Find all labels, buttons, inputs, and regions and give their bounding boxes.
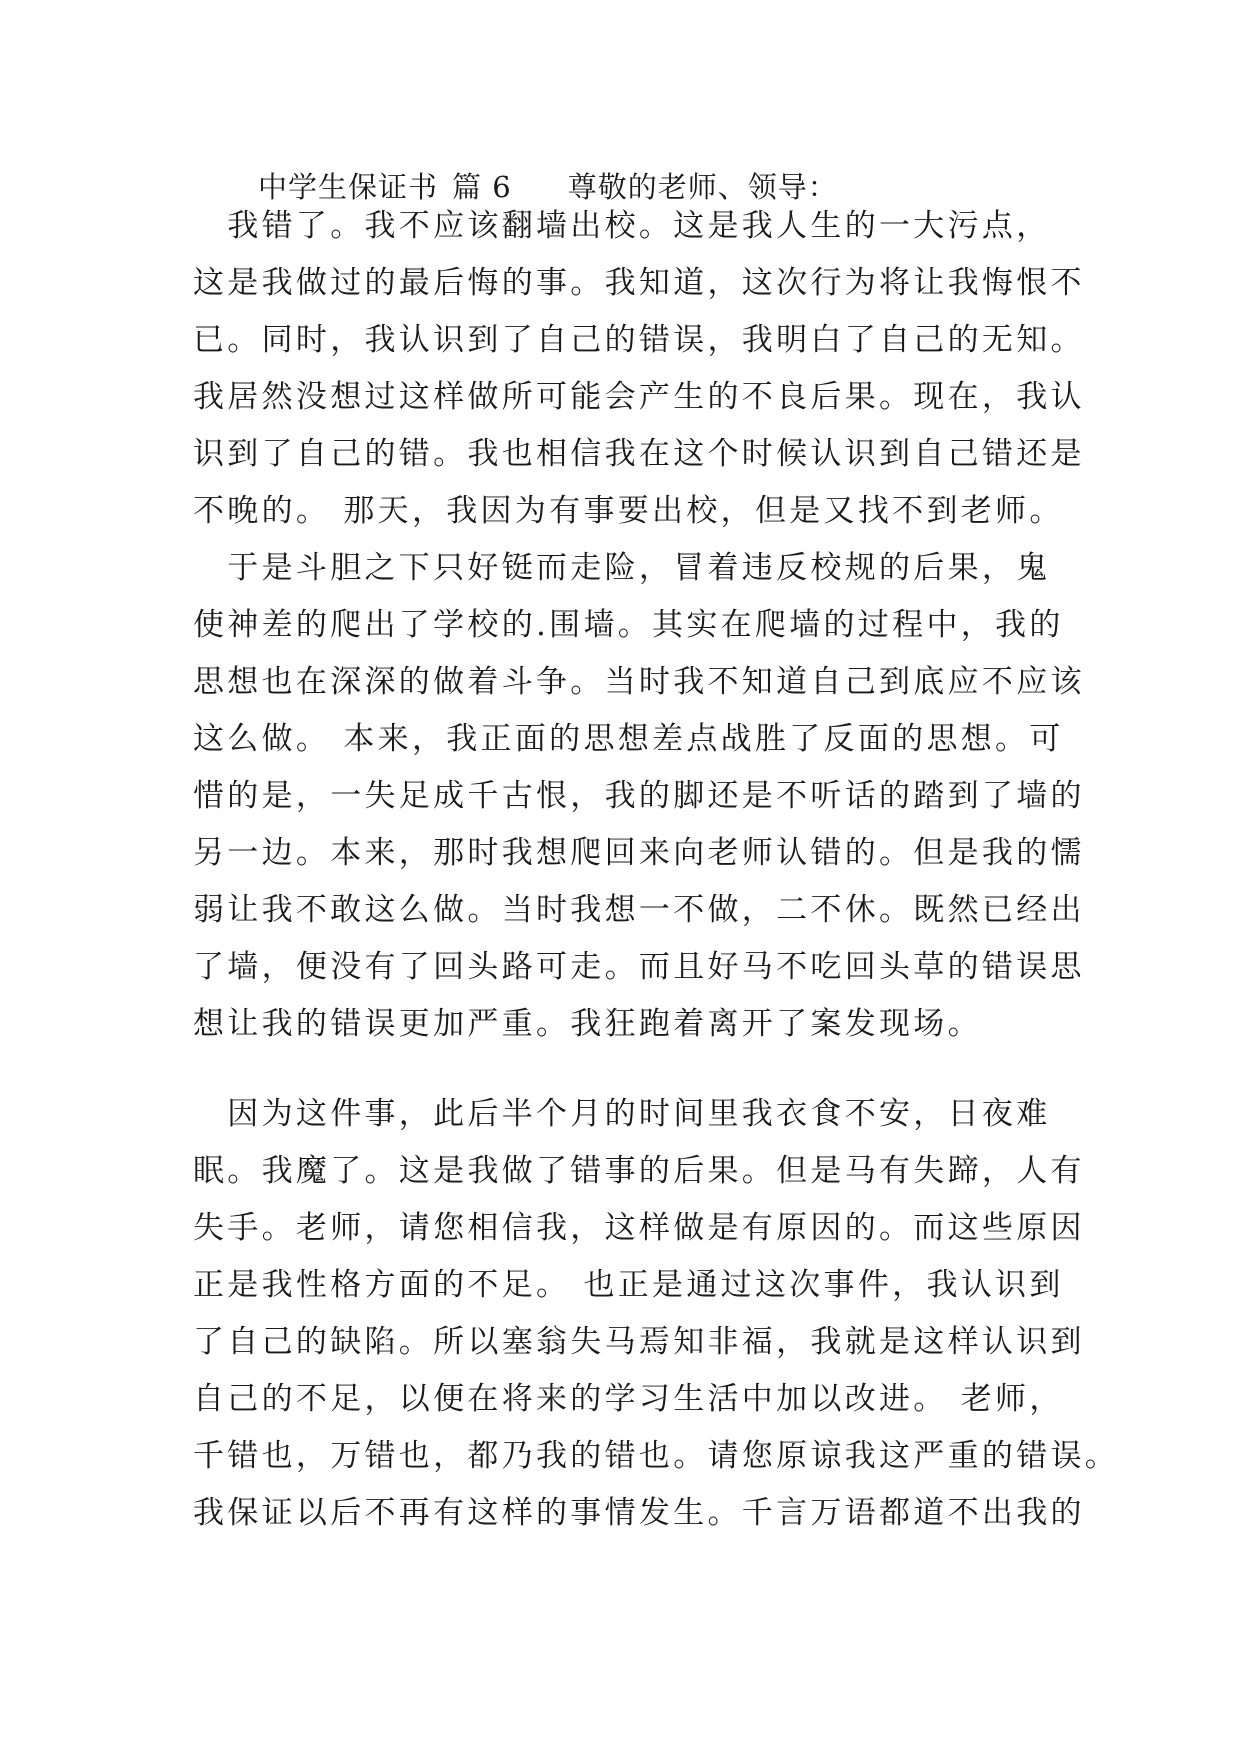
body-line: 了墙，便没有了回头路可走。而且好马不吃回头草的错误思 (193, 949, 1085, 985)
body-line: 这是我做过的最后悔的事。我知道，这次行为将让我悔恨不 (193, 265, 1085, 301)
body-line: 正是我性格方面的不足。 也正是通过这次事件，我认识到 (193, 1267, 1064, 1303)
body-line: 我居然没想过这样做所可能会产生的不良后果。现在，我认 (193, 379, 1085, 415)
body-line: 弱让我不敢这么做。当时我想一不做，二不休。既然已经出 (193, 892, 1085, 928)
body-line: 惜的是，一失足成千古恨，我的脚还是不听话的踏到了墙的 (193, 778, 1085, 814)
body-line: 这么做。 本来，我正面的思想差点战胜了反面的思想。可 (193, 721, 1064, 757)
body-line: 使神差的爬出了学校的.围墙。其实在爬墙的过程中，我的 (193, 607, 1064, 643)
document-heading (258, 166, 838, 208)
body-line: 已。同时，我认识到了自己的错误，我明白了自己的无知。 (193, 322, 1085, 358)
body-line: 我错了。我不应该翻墙出校。这是我人生的一大污点， (193, 208, 1051, 244)
body-line: 识到了自己的错。我也相信我在这个时候认识到自己错还是 (193, 436, 1085, 472)
body-line: 自己的不足，以便在将来的学习生活中加以改进。 老师， (193, 1381, 1064, 1417)
body-line: 想让我的错误更加严重。我狂跑着离开了案发现场。 (193, 1006, 982, 1042)
section-label: 篇 6 (452, 170, 512, 204)
body-line: 失手。老师，请您相信我，这样做是有原因的。而这些原因 (193, 1210, 1085, 1246)
body-line: 思想也在深深的做着斗争。当时我不知道自己到底应不应该 (193, 664, 1085, 700)
salutation: 尊敬的老师、领导： (567, 170, 838, 204)
body-line: 因为这件事，此后半个月的时间里我衣食不安，日夜难 (193, 1096, 1051, 1132)
body-line: 于是斗胆之下只好铤而走险，冒着违反校规的后果，鬼 (193, 550, 1051, 586)
body-line: 眠。我魔了。这是我做了错事的后果。但是马有失蹄，人有 (193, 1153, 1085, 1189)
body-line: 千错也，万错也，都乃我的错也。请您原谅我这严重的错误。 (193, 1438, 1120, 1474)
body-line: 我保证以后不再有这样的事情发生。千言万语都道不出我的 (193, 1495, 1085, 1531)
body-line: 不晚的。 那天，我因为有事要出校，但是又找不到老师。 (193, 493, 1064, 529)
document-title: 中学生保证书 (258, 170, 439, 204)
body-line: 另一边。本来，那时我想爬回来向老师认错的。但是我的懦 (193, 835, 1085, 871)
body-line: 了自己的缺陷。所以塞翁失马焉知非福，我就是这样认识到 (193, 1324, 1085, 1360)
